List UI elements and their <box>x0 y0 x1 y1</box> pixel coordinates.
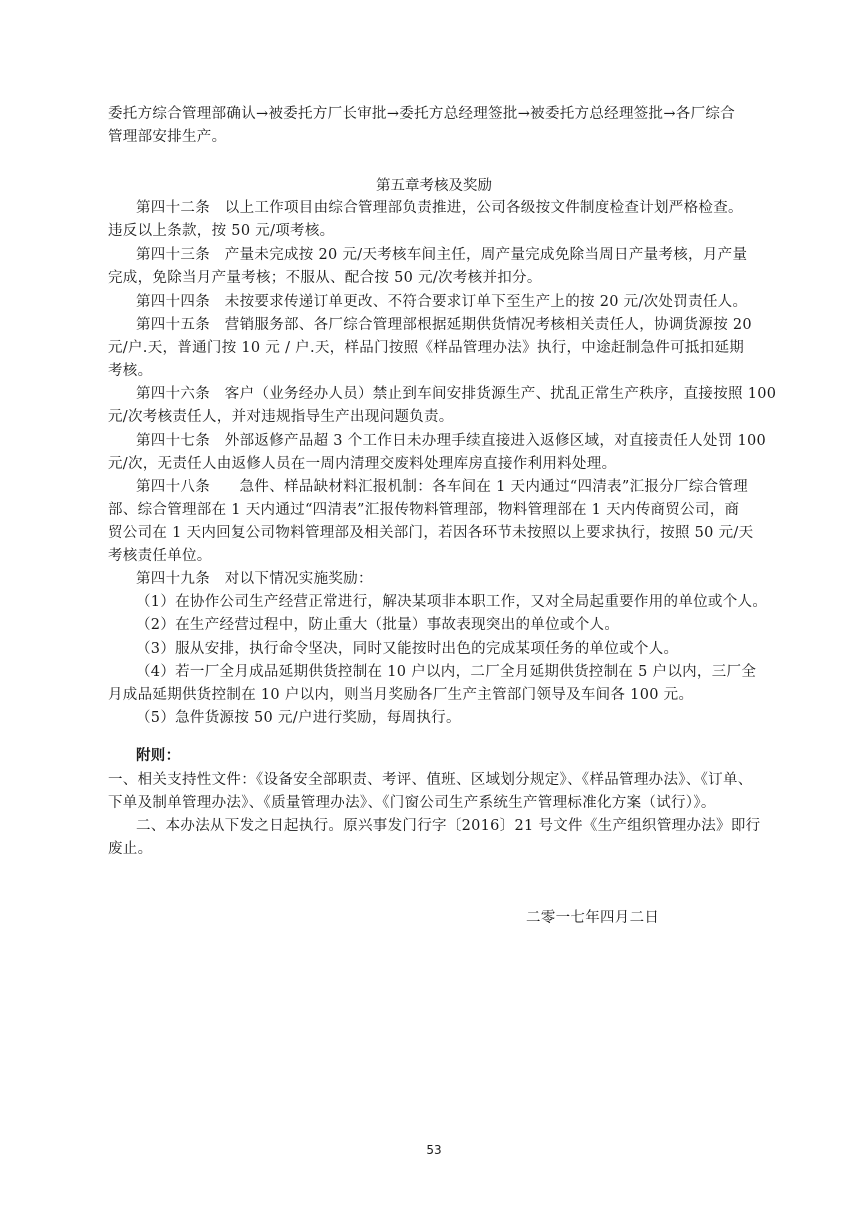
chapter-title: 第五章考核及奖励 <box>376 178 492 194</box>
reward-item-3: （3）服从安排，执行命令坚决，同时又能按时出色的完成某项任务的单位或个人。 <box>136 641 679 657</box>
intro-line-2: 管理部安排生产。 <box>108 129 227 145</box>
appendix-item-2-line-1: 二、本办法从下发之日起执行。原兴事发门行字〔2016〕21 号文件《生产组织管理办法》即行 <box>136 818 761 834</box>
article-45-line-2: 元/户.天，普通门按 10 元 / 户.天，样品门按照《样品管理办法》执行，中途赶制急件可抵扣延期 <box>108 340 745 356</box>
appendix-item-1-line-1: 一、相关支持性文件：《设备安全部职责、考评、值班、区域划分规定》、《样品管理办法》、《订单、 <box>108 772 753 788</box>
article-45-line-3: 考核。 <box>108 363 153 379</box>
intro-line-1: 委托方综合管理部确认→被委托方厂长审批→委托方总经理签批→被委托方总经理签批→各厂综合 <box>108 106 735 122</box>
article-43-line-2: 完成，免除当月产量考核；不服从、配合按 50 元/次考核并扣分。 <box>108 270 542 286</box>
article-42-line-2: 违反以上条款，按 50 元/项考核。 <box>108 223 335 239</box>
article-46-line-1: 第四十六条 客户（业务经办人员）禁止到车间安排货源生产、扰乱正常生产秩序，直接按照 100 <box>136 386 777 402</box>
article-43-line-1: 第四十三条 产量未完成按 20 元/天考核车间主任，周产量完成免除当周日产量考核，月产量 <box>136 247 748 263</box>
reward-item-5: （5）急件货源按 50 元/户进行奖励，每周执行。 <box>136 710 461 726</box>
reward-item-4-line-1: （4）若一厂全月成品延期供货控制在 10 户以内，二厂全月延期供货控制在 5 户以内，三厂全 <box>136 664 757 680</box>
reward-item-4-line-2: 月成品延期供货控制在 10 户以内，则当月奖励各厂生产主管部门领导及车间各 100 元。 <box>108 687 694 703</box>
article-48-line-4: 考核责任单位。 <box>108 548 212 564</box>
document-date: 二零一七年四月二日 <box>526 910 660 926</box>
article-47-line-1: 第四十七条 外部返修产品超 3 个工作日未办理手续直接进入返修区域，对直接责任人处罚 100 <box>136 433 767 449</box>
article-48-line-3: 贸公司在 1 天内回复公司物料管理部及相关部门，若因各环节未按照以上要求执行，按照 50 元/天 <box>108 525 754 541</box>
appendix-item-2-line-2: 废止。 <box>108 841 153 857</box>
reward-item-2: （2）在生产经营过程中，防止重大（批量）事故表现突出的单位或个人。 <box>136 617 620 633</box>
article-48-line-2: 部、综合管理部在 1 天内通过“四清表”汇报传物料管理部，物料管理部在 1 天内传商贸公司，商 <box>108 502 740 518</box>
reward-item-1: （1）在协作公司生产经营正常进行，解决某项非本职工作，又对全局起重要作用的单位或个人。 <box>136 594 768 610</box>
article-47-line-2: 元/次，无责任人由返修人员在一周内清理交废料处理库房直接作利用料处理。 <box>108 456 617 472</box>
article-44-line-1: 第四十四条 未按要求传递订单更改、不符合要求订单下至生产上的按 20 元/次处罚责任人。 <box>136 294 748 310</box>
article-45-line-1: 第四十五条 营销服务部、各厂综合管理部根据延期供货情况考核相关责任人，协调货源按 20 <box>136 317 752 333</box>
appendix-title: 附则： <box>136 747 181 764</box>
article-42-line-1: 第四十二条 以上工作项目由综合管理部负责推进，公司各级按文件制度检查计划严格检查。 <box>136 200 743 216</box>
article-46-line-2: 元/次考核责任人，并对违规指导生产出现问题负责。 <box>108 409 454 425</box>
page-number: 53 <box>426 1143 442 1157</box>
article-49-line-1: 第四十九条 对以下情况实施奖励： <box>136 571 373 587</box>
article-48-line-1: 第四十八条 急件、样品缺材料汇报机制：各车间在 1 天内通过“四清表”汇报分厂综合管理 <box>136 479 748 495</box>
appendix-item-1-line-2: 下单及制单管理办法》、《质量管理办法》、《门窗公司生产系统生产管理标准化方案（试行）》。 <box>108 795 716 811</box>
